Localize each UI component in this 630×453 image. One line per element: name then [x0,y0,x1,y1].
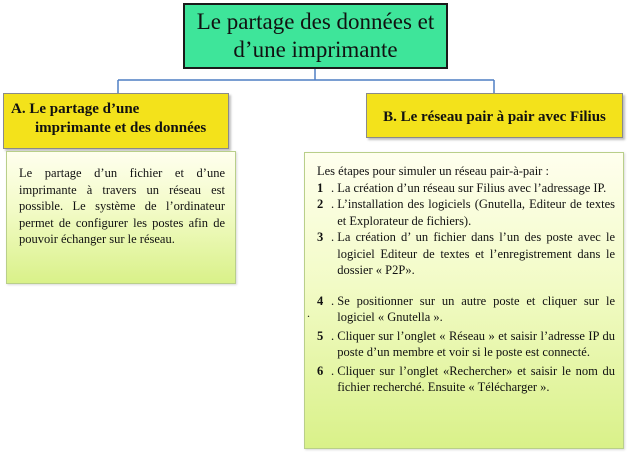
step-item: 3 . La création d’ un fichier dans l’un des poste avec le logiciel Editeur de textes et l’enregistrement dans le dossier « P2P». [317,230,615,277]
title-line-1: Le partage des données et [196,9,435,34]
section-a-heading [3,93,229,149]
step-number: 5 [317,328,324,343]
section-b-intro: Les étapes pour simuler un réseau pair-à-pair : [317,164,549,178]
step-text: Cliquer sur l’onglet «Rechercher» et saisir le nom du fichier recherché. Ensuite « Télécharger ». [337,363,615,394]
section-b-heading-text: B. Le réseau pair à pair avec Filius [383,109,606,125]
section-a-body-text: Le partage d’un fichier et d’une imprimante à travers un réseau est possible. Le système de l’ordinateur permet de configurer les postes afin de pouvoir échanger sur le réseau. [19,166,225,246]
section-a-heading-line-1: A. Le partage d’une [11,101,140,117]
step-item: 5 . Cliquer sur l’onglet « Réseau » et saisir l’adresse IP du poste d’un membre et voir si le poste est connecté. [317,328,615,359]
step-item: 4 . Se positionner sur un autre poste et cliquer sur le logiciel « Gnutella ». [317,293,615,324]
step-number: 2 [317,197,324,211]
step-text: La création d’un réseau sur Filius avec l’adressage IP. [337,180,607,195]
section-b-heading [366,93,623,138]
step-number: 1 [317,180,324,195]
step-text: La création d’ un fichier dans l’un des poste avec le logiciel Editeur de textes et l’enregistrement dans le dossier « P2P». [337,230,615,277]
step-item: 1 . La création d’un réseau sur Filius avec l’adressage IP. [317,180,615,197]
section-a-body [6,151,236,284]
step-text: L’installation des logiciels (Gnutella, Editeur de textes et Explorateur de fichiers). [337,197,615,228]
step-number: 4 [317,293,324,308]
step-number: 3 [317,230,324,244]
title-box [183,3,448,69]
step-text: Cliquer sur l’onglet « Réseau » et saisir l’adresse IP du poste d’un membre et voir si le poste est connecté. [337,328,615,359]
step-number: 6 [317,363,324,378]
section-b-body [304,152,624,449]
step-item: 2 . L’installation des logiciels (Gnutella, Editeur de textes et Explorateur de fichiers). [317,197,615,228]
step-text: Se positionner sur un autre poste et cliquer sur le logiciel « Gnutella ». [337,293,615,324]
step-item: 6 . Cliquer sur l’onglet «Rechercher» et saisir le nom du fichier recherché. Ensuite « Télécharger ». [317,363,615,394]
title-line-2: d’une imprimante [233,37,398,62]
stray-dot: . [307,306,310,320]
section-a-heading-line-2: imprimante et des données [35,120,207,136]
